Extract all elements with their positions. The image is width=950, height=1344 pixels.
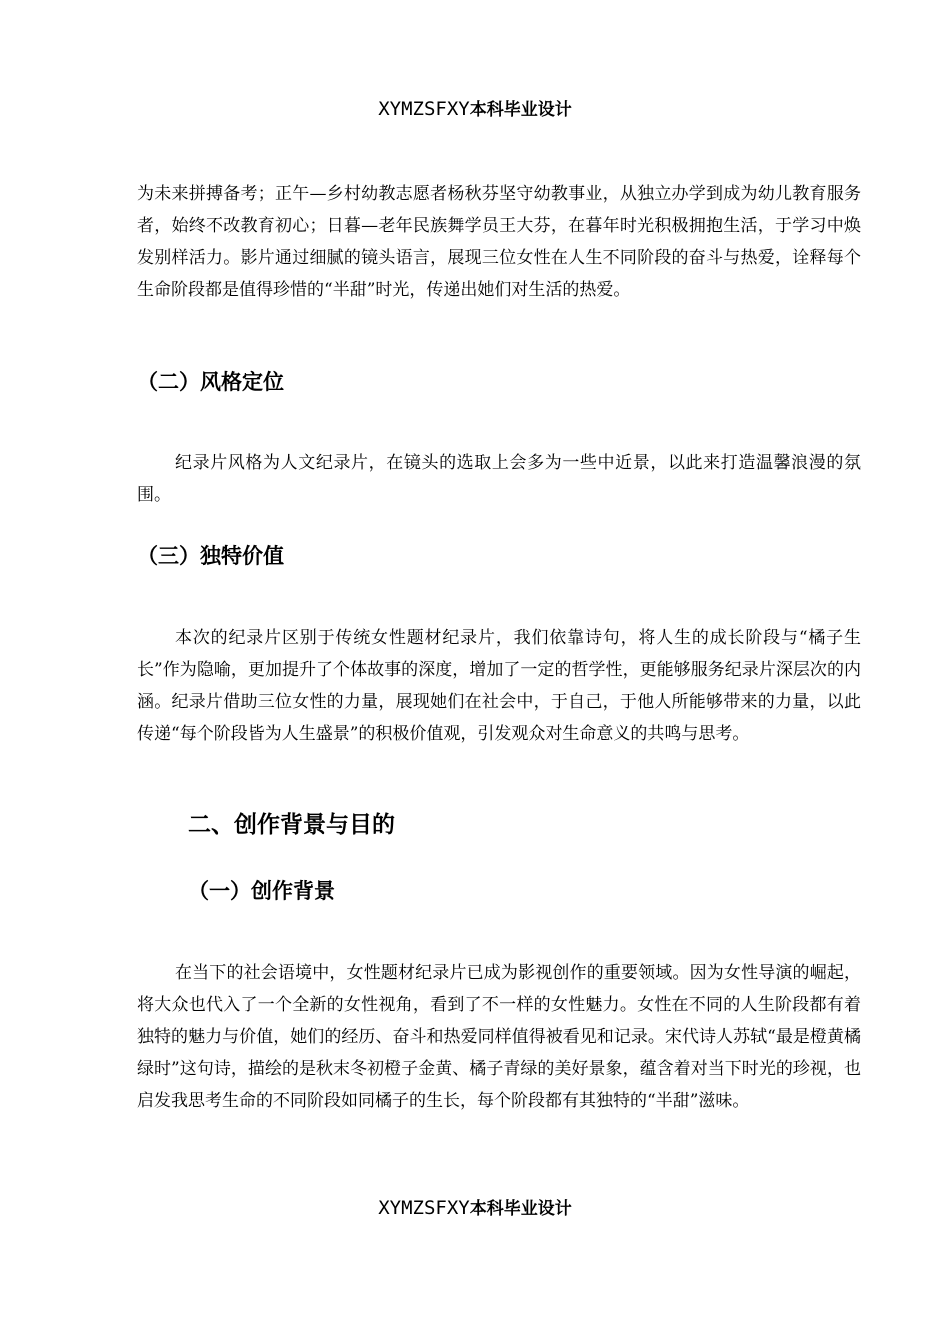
section-two-heading-block bbox=[188, 810, 861, 840]
intro-paragraph: 为未来拼搏备考；正午—乡村幼教志愿者杨秋芬坚守幼教事业，从独立办学到成为幼儿教育服务者，始终不改教育初心；日暮—老年民族舞学员王大芬，在暮年时光积极拥抱生活，于学习中焕发别样活力。影片通过细腻的镜头语言，展现三位女性在人生不同阶段的奋斗与热爱，诠释每个生命阶段都是值得珍惜的“半甜”时光，传递出她们对生活的热爱。 bbox=[137, 184, 861, 300]
value-paragraph-block bbox=[137, 622, 861, 750]
page-footer bbox=[0, 1196, 950, 1221]
value-heading-block bbox=[137, 542, 861, 570]
footer-title: 本科毕业设计 bbox=[469, 1199, 572, 1219]
background-heading: （一）创作背景 bbox=[188, 879, 335, 903]
value-paragraph: 本次的纪录片区别于传统女性题材纪录片，我们依靠诗句，将人生的成长阶段与“橘子生长”作为隐喻，更加提升了个体故事的深度，增加了一定的哲学性，更能够服务纪录片深层次的内涵。纪录片借助三位女性的力量，展现她们在社会中，于自己，于他人所能够带来的力量，以此传递“每个阶段皆为人生盛景”的积极价值观，引发观众对生命意义的共鸣与思考。 bbox=[137, 628, 861, 744]
intro-paragraph-block bbox=[137, 178, 861, 306]
style-paragraph: 纪录片风格为人文纪录片，在镜头的选取上会多为一些中近景，以此来打造温馨浪漫的氛围。 bbox=[137, 453, 861, 505]
section-two-heading: 二、创作背景与目的 bbox=[188, 812, 395, 838]
style-heading: （二）风格定位 bbox=[137, 370, 284, 394]
background-heading-block bbox=[188, 877, 861, 905]
style-heading-block bbox=[137, 368, 861, 396]
value-heading: （三）独特价值 bbox=[137, 544, 284, 568]
header-title: 本科毕业设计 bbox=[469, 100, 572, 120]
style-paragraph-block bbox=[137, 447, 861, 511]
page-header bbox=[0, 97, 950, 122]
footer-code: XYMZSFXY bbox=[378, 1197, 470, 1219]
header-code: XYMZSFXY bbox=[378, 98, 470, 120]
background-paragraph-block bbox=[137, 957, 861, 1117]
background-paragraph: 在当下的社会语境中，女性题材纪录片已成为影视创作的重要领域。因为女性导演的崛起，将大众也代入了一个全新的女性视角，看到了不一样的女性魅力。女性在不同的人生阶段都有着独特的魅力与价值，她们的经历、奋斗和热爱同样值得被看见和记录。宋代诗人苏轼“最是橙黄橘绿时”这句诗，描绘的是秋末冬初橙子金黄、橘子青绿的美好景象，蕴含着对当下时光的珍视，也启发我思考生命的不同阶段如同橘子的生长，每个阶段都有其独特的“半甜”滋味。 bbox=[137, 963, 861, 1111]
